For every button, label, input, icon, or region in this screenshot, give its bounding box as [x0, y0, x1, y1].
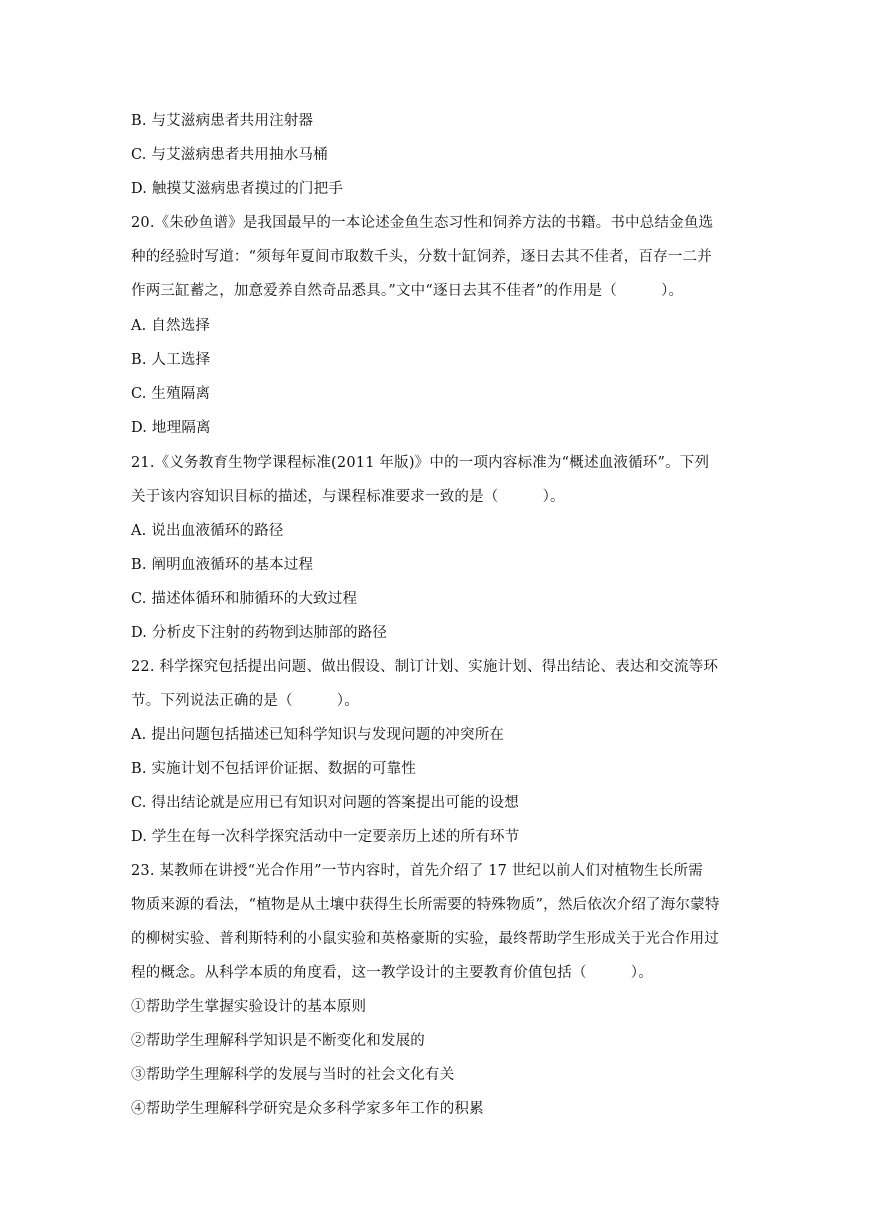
question-22-line-1: 22. 科学探究包括提出问题、做出假设、制订计划、实施计划、得出结论、表达和交流等环 — [131, 659, 719, 675]
item-1-q23: ①帮助学生掌握实验设计的基本原则 — [131, 999, 367, 1015]
option-d-q20: D. 地理隔离 — [131, 420, 211, 436]
option-c-q19: C. 与艾滋病患者共用抽水马桶 — [131, 147, 328, 163]
question-20-line-1: 20.《朱砂鱼谱》是我国最早的一本论述金鱼生态习性和饲养方法的书籍。书中总结金鱼选 — [131, 215, 714, 231]
option-d-q19: D. 触摸艾滋病患者摸过的门把手 — [131, 181, 344, 197]
question-23-line-1: 23. 某教师在讲授“光合作用”一节内容时，首先介绍了 17 世纪以前人们对植物生长所需 — [131, 863, 703, 879]
question-22-line-2: 节。下列说法正确的是（ ）。 — [131, 693, 359, 709]
option-b-q21: B. 阐明血液循环的基本过程 — [131, 557, 314, 573]
question-20-line-2: 种的经验时写道：“须每年夏间市取数千头，分数十缸饲养，逐日去其不佳者，百存一二并 — [131, 249, 712, 265]
option-c-q20: C. 生殖隔离 — [131, 386, 211, 402]
option-b-q19: B. 与艾滋病患者共用注射器 — [131, 113, 314, 129]
option-b-q20: B. 人工选择 — [131, 352, 211, 368]
item-4-q23: ④帮助学生理解科学研究是众多科学家多年工作的积累 — [131, 1101, 484, 1117]
option-b-q22: B. 实施计划不包括评价证据、数据的可靠性 — [131, 761, 417, 777]
question-21-line-1: 21.《义务教育生物学课程标准(2011 年版)》中的一项内容标准为“概述血液循环”。下列 — [131, 455, 710, 471]
option-a-q21: A. 说出血液循环的路径 — [131, 523, 284, 539]
option-c-q22: C. 得出结论就是应用已有知识对问题的答案提出可能的设想 — [131, 795, 519, 811]
question-23-line-4: 程的概念。从科学本质的角度看，这一教学设计的主要教育价值包括（ ）。 — [131, 965, 653, 981]
question-23-line-3: 的柳树实验、普利斯特利的小鼠实验和英格豪斯的实验，最终帮助学生形成关于光合作用过 — [131, 931, 719, 947]
item-3-q23: ③帮助学生理解科学的发展与当时的社会文化有关 — [131, 1067, 455, 1083]
option-d-q21: D. 分析皮下注射的药物到达肺部的路径 — [131, 625, 388, 641]
option-c-q21: C. 描述体循环和肺循环的大致过程 — [131, 591, 358, 607]
question-20-line-3: 作两三缸蓄之，加意爱养自然奇品悉具。”文中“逐日去其不佳者”的作用是（ ）。 — [131, 283, 684, 299]
question-23-line-2: 物质来源的看法，“植物是从土壤中获得生长所需要的特殊物质”，然后依次介绍了海尔蒙特 — [131, 897, 720, 913]
question-21-line-2: 关于该内容知识目标的描述，与课程标准要求一致的是（ ）。 — [131, 489, 565, 505]
option-d-q22: D. 学生在每一次科学探究活动中一定要亲历上述的所有环节 — [131, 829, 520, 845]
item-2-q23: ②帮助学生理解科学知识是不断变化和发展的 — [131, 1033, 425, 1049]
option-a-q20: A. 自然选择 — [131, 318, 211, 334]
option-a-q22: A. 提出问题包括描述已知科学知识与发现问题的冲突所在 — [131, 727, 505, 743]
